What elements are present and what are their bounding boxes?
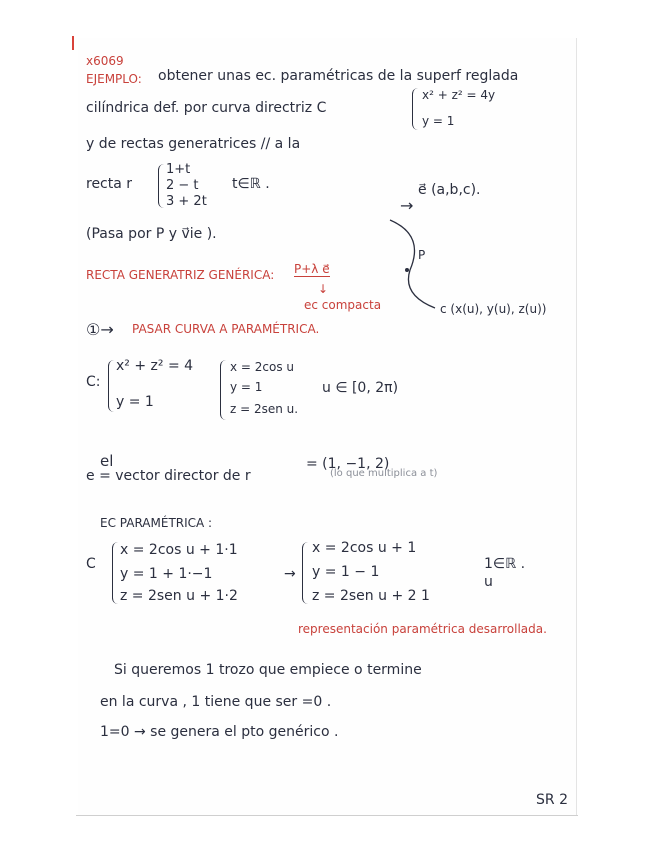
params-u: u [484, 574, 493, 590]
vector-arrow: → [400, 196, 414, 215]
e-vector-def: e = vector director de r [86, 468, 251, 484]
curve-system-brace [412, 88, 419, 130]
e-vector-value: = (1, −1, 2) [306, 456, 390, 472]
e-vector-note: (lo que multiplica a t) [330, 468, 438, 479]
recta-eq-1: 1+t [166, 162, 191, 177]
page-bottom-edge [76, 815, 578, 816]
vector-label: e⃗ (a,b,c). [418, 182, 481, 198]
c-eq-2: y = 1 [116, 394, 154, 410]
pasa-line: (Pasa por P y v⃗ie ). [86, 226, 217, 242]
c-prefix: C: [86, 374, 101, 390]
recta-generatriz-expr: P+λ e⃗ [294, 262, 330, 276]
c-eq-1: x² + z² = 4 [116, 358, 194, 374]
param-eq-3: z = 2sen u. [230, 402, 299, 416]
eq-2b: y = 1 − 1 [312, 564, 380, 580]
curve-point-label: c (x(u), y(u), z(u)) [440, 302, 547, 316]
recta-eq-3: 3 + 2t [166, 194, 207, 209]
param-eq-1: x = 2cos u [230, 360, 295, 374]
eq-system-brace [112, 542, 119, 604]
step-1-marker: ①→ [86, 320, 114, 339]
param-system-brace [220, 360, 227, 420]
recta-param: t∈ℝ . [232, 176, 270, 192]
example-label: EJEMPLO: [86, 72, 142, 86]
line-1: obtener unas ec. paramétricas de la superf reglada [158, 68, 519, 84]
curve-eq-2: y = 1 [422, 114, 455, 128]
si-line-3: 1=0 → se genera el pto genérico . [100, 724, 339, 740]
recta-generatriz: RECTA GENERATRIZ GENÉRICA: [86, 268, 275, 282]
eq-3b: z = 2sen u + 2 1 [312, 588, 430, 604]
recta-eq-2: 2 − t [166, 178, 199, 193]
ec-compacta: ec compacta [304, 298, 382, 312]
si-line-2: en la curva , 1 tiene que ser =0 . [100, 694, 332, 710]
point-p: P [418, 248, 426, 262]
implies-arrow: → [284, 566, 296, 582]
el-label: el [100, 452, 114, 470]
representation-note: representación paramétrica desarrollada. [298, 622, 547, 636]
ec-parametrica: EC PARAMÉTRICA : [100, 516, 213, 530]
page-code: SR 2 [536, 792, 568, 808]
recta-label: recta r [86, 176, 133, 192]
margin-mark [72, 36, 74, 50]
params: 1∈ℝ . [484, 556, 526, 572]
down-arrow: ↓ [318, 282, 329, 296]
eq-3: z = 2sen u + 1·2 [120, 588, 238, 604]
c-system-brace [108, 360, 115, 412]
eq-system-brace-2 [302, 542, 309, 604]
bracket-sketch [380, 210, 440, 320]
u-range: u ∈ [0, 2π) [322, 380, 399, 396]
curve-eq-1: x² + z² = 4y [422, 88, 496, 102]
param-eq-2: y = 1 [230, 380, 263, 394]
eq-2: y = 1 + 1·−1 [120, 566, 213, 582]
header-tag: x6069 [86, 54, 124, 68]
eq-1b: x = 2cos u + 1 [312, 540, 417, 556]
line-2: cilíndrica def. por curva directriz C [86, 100, 327, 116]
recta-brace [158, 164, 165, 208]
si-line-1: Si queremos 1 trozo que empiece o termine [114, 662, 422, 678]
eq-1: x = 2cos u + 1·1 [120, 542, 238, 558]
line-3: y de rectas generatrices // a la [86, 136, 301, 152]
step-1-text: PASAR CURVA A PARAMÉTRICA. [132, 322, 320, 336]
c-label-2: C [86, 556, 96, 572]
